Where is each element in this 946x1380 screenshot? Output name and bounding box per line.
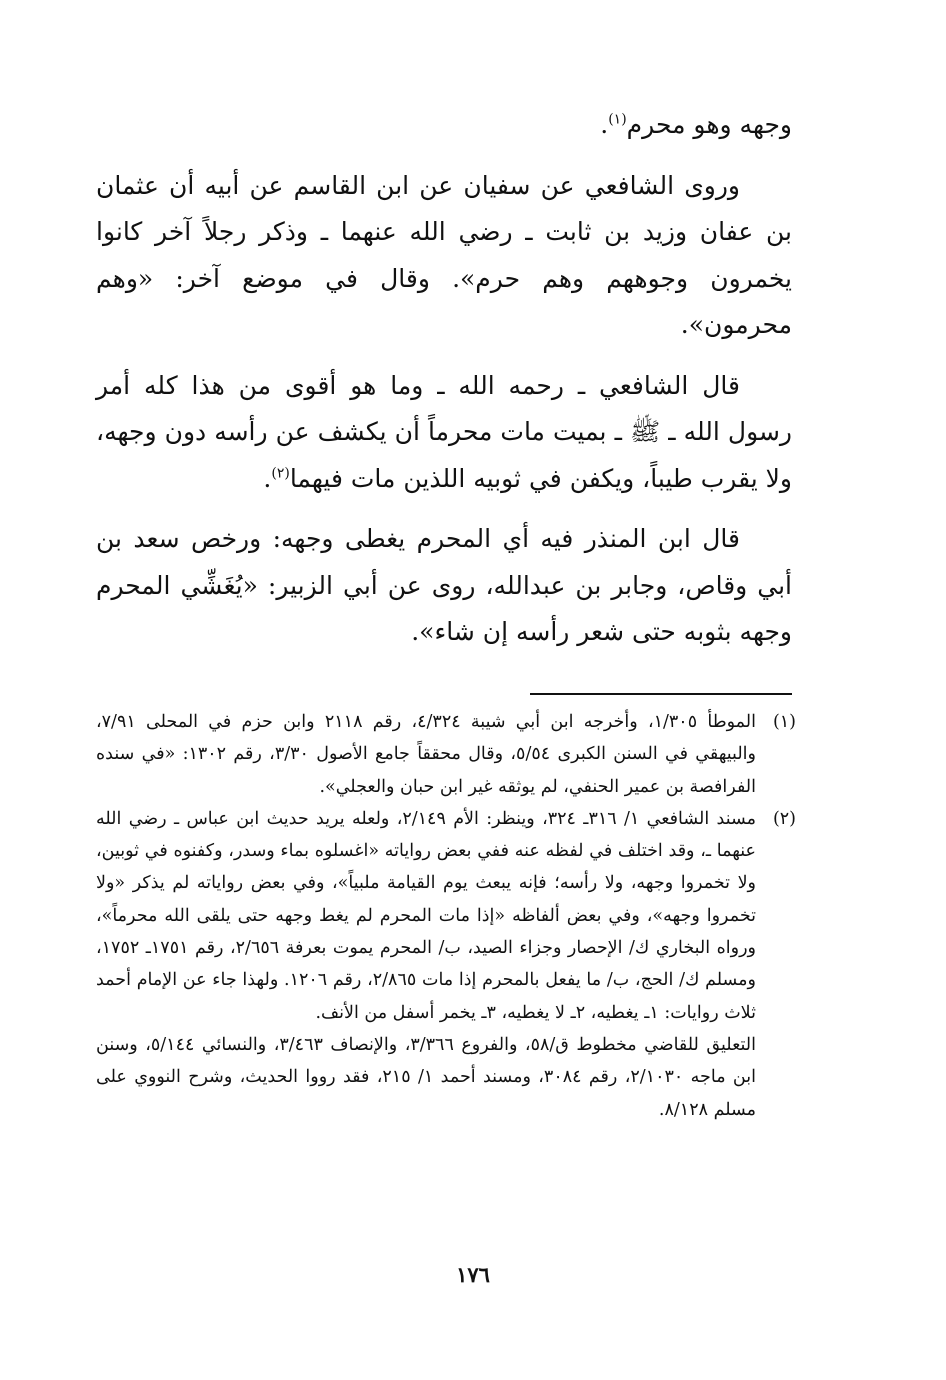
paragraph-gap (96, 149, 792, 163)
footnote-number: (١) (772, 712, 796, 732)
paragraph-3-end: . (263, 463, 272, 493)
footnote-ref-2[interactable]: (٢) (271, 465, 290, 482)
paragraph-4: قال ابن المنذر فيه أي المحرم يغطى وجهه: ورخص سعد بن أبي وقاص، وجابر بن عبدالله، روى عن أبي الزبير: «يُغَشِّي المحرم وجهه بثوبه حتى شعر رأسه إن شاء». (96, 524, 792, 646)
footnote-number: (٢) (772, 808, 796, 829)
paragraph-1-end: . (600, 110, 609, 139)
paragraph-gap (96, 349, 792, 363)
paragraph-gap (96, 502, 792, 516)
footnote-continuation: التعليق للقاضي مخطوط ق/٥٨، والفروع ٣/٣٦٦، والإنصاف ٣/٤٦٣، والنسائي ٥/١٤٤، وسنن ابن ماجه ٢/١٠٣٠، رقم ٣٠٨٤، ومسند أحمد ١/ ٢١٥، فقد رووا الحديث، وشرح النووي على مسلم ٨/١٢٨. (96, 1034, 756, 1120)
footnote-1 (96, 706, 796, 803)
footnote-ref-1[interactable]: (١) (608, 111, 627, 128)
paragraph-2: وروى الشافعي عن سفيان عن ابن القاسم عن أبيه أن عثمان بن عفان وزيد بن ثابت ـ رضي الله عنهما ـ وذكر رجلاً آخر كانوا يخمرون وجوههم وهم حرم». وقال في موضع آخر: «وهم محرمون». (96, 170, 792, 339)
page-number: ١٧٦ (456, 1262, 490, 1287)
paragraph-3-text: قال الشافعي ـ رحمه الله ـ وما هو أقوى من هذا كله أمر رسول الله ـ ﷺ ـ بميت مات محرماً أن يكشف عن رأسه دون وجهه، ولا يقرب طيباً، ويكفن في ثوبيه اللذين مات فيهما (96, 370, 792, 493)
footnote-2 (96, 803, 796, 1029)
paragraph-3 (96, 363, 792, 503)
main-text (96, 102, 792, 656)
footnote-text: الموطأ ١/٣٠٥، وأخرجه ابن أبي شيبة ٤/٣٢٤، رقم ٢١١٨ وابن حزم في المحلى ٧/٩١، والبيهقي في السنن الكبرى ٥/٥٤، وقال محققاً جامع الأصول ٣/٣٠، رقم ١٣٠٢: «في سنده الفرافصة بن عمير الحنفي، لم يوثقه غير ابن حبان والعجلي». (96, 712, 756, 797)
paragraph-1-text: وجهه وهو محرم (626, 110, 792, 139)
paragraph-1 (96, 102, 792, 149)
footnote-text: مسند الشافعي ١/ ٣١٦ـ ٣٢٤، وينظر: الأم ٢/١٤٩، ولعله يريد حديث ابن عباس ـ رضي الله عنهما ـ، وقد اختلف في لفظه عنه ففي بعض رواياته «اغسلوه بماء وسدر، وكفنوه في ثوبين، ولا تخمروا وجهه، ولا رأسه؛ فإنه يبعث يوم القيامة ملبياً»، وفي بعض رواياته لم يذكر «ولا تخمروا وجهه»، وفي بعض ألفاظه «إذا مات المحرم لم يغط وجهه حتى يلقى الله محرماً»، ورواه البخاري ك/ الإحصار وجزاء الصيد، ب/ المحرم يموت بعرفة ٢/٦٥٦، رقم ١٧٥١ـ ١٧٥٢، ومسلم ك/ الحج، ب/ ما يفعل بالمحرم إذا مات ٢/٨٦٥، رقم ١٢٠٦. ولهذا جاء عن الإمام أحمد ثلاث روايات: ١ـ يغطيه، ٢ـ لا يغطيه، ٣ـ يخمر أسفل من الأنف. (96, 808, 756, 1023)
footnotes (96, 706, 796, 1126)
footnote-separator (530, 693, 792, 695)
